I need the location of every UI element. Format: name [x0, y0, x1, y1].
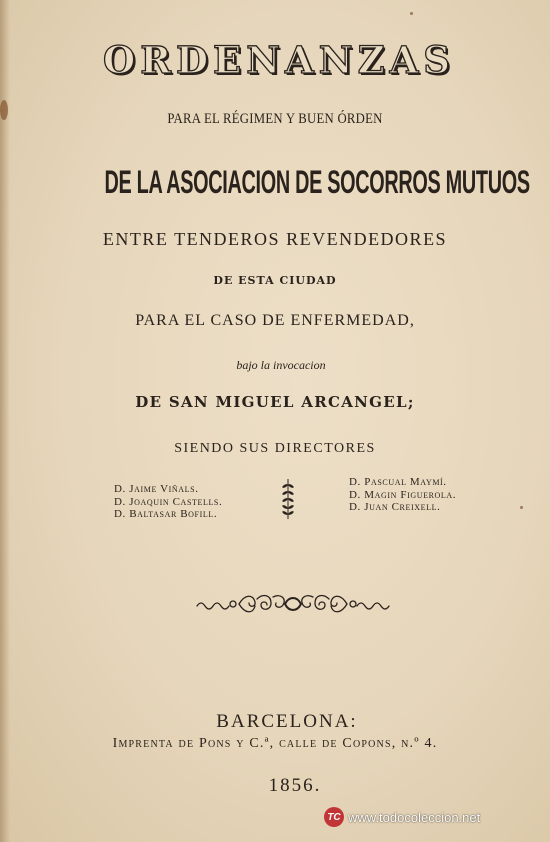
- scroll-ornament-icon: [195, 591, 391, 617]
- document-line-tenderos: ENTRE TENDEROS REVENDEDORES: [102, 229, 448, 249]
- publication-year: 1856.: [268, 775, 322, 796]
- director-name: D. Magin Figuerola.: [349, 488, 457, 501]
- ink-spot: [410, 12, 413, 15]
- document-line-enfermedad: PARA EL CASO DE ENFERMEDAD,: [135, 312, 415, 329]
- directors-heading: SIENDO SUS DIRECTORES: [174, 441, 376, 456]
- document-line-invocacion: bajo la invocacion: [236, 358, 326, 372]
- watermark: [324, 807, 480, 827]
- directors-left-list: [114, 483, 222, 521]
- director-name: D. Baltasar Bofill.: [114, 508, 218, 520]
- director-name: D. Jaime Viñals.: [114, 483, 199, 495]
- watermark-text: www.todocoleccion.net: [348, 809, 481, 825]
- document-subtitle: PARA EL RÉGIMEN Y BUEN ÓRDEN: [167, 111, 383, 127]
- ink-spot: [0, 100, 8, 120]
- todocoleccion-logo-icon: TC: [324, 807, 344, 827]
- director-name: D. Joaquin Castells.: [114, 495, 223, 508]
- document-title: ORDENANZAS: [102, 38, 456, 82]
- document-line-san-miguel: DE SAN MIGUEL ARCANGEL;: [135, 393, 415, 411]
- printer-line: Imprenta de Pons y C.ª, calle de Copons, n.º 4.: [112, 736, 438, 751]
- document-heading: DE LA ASOCIACION DE SOCORROS MUTUOS: [104, 164, 530, 200]
- director-name: D. Juan Creixell.: [349, 501, 441, 513]
- document-line-ciudad: DE ESTA CIUDAD: [213, 274, 337, 287]
- directors-right-list: [349, 476, 456, 514]
- publication-place: BARCELONA:: [216, 711, 358, 732]
- director-name: D. Pascual Maymí.: [349, 476, 447, 488]
- page-edge-shadow: [0, 0, 10, 842]
- sprig-ornament-icon: [280, 478, 296, 520]
- ink-spot: [520, 506, 523, 509]
